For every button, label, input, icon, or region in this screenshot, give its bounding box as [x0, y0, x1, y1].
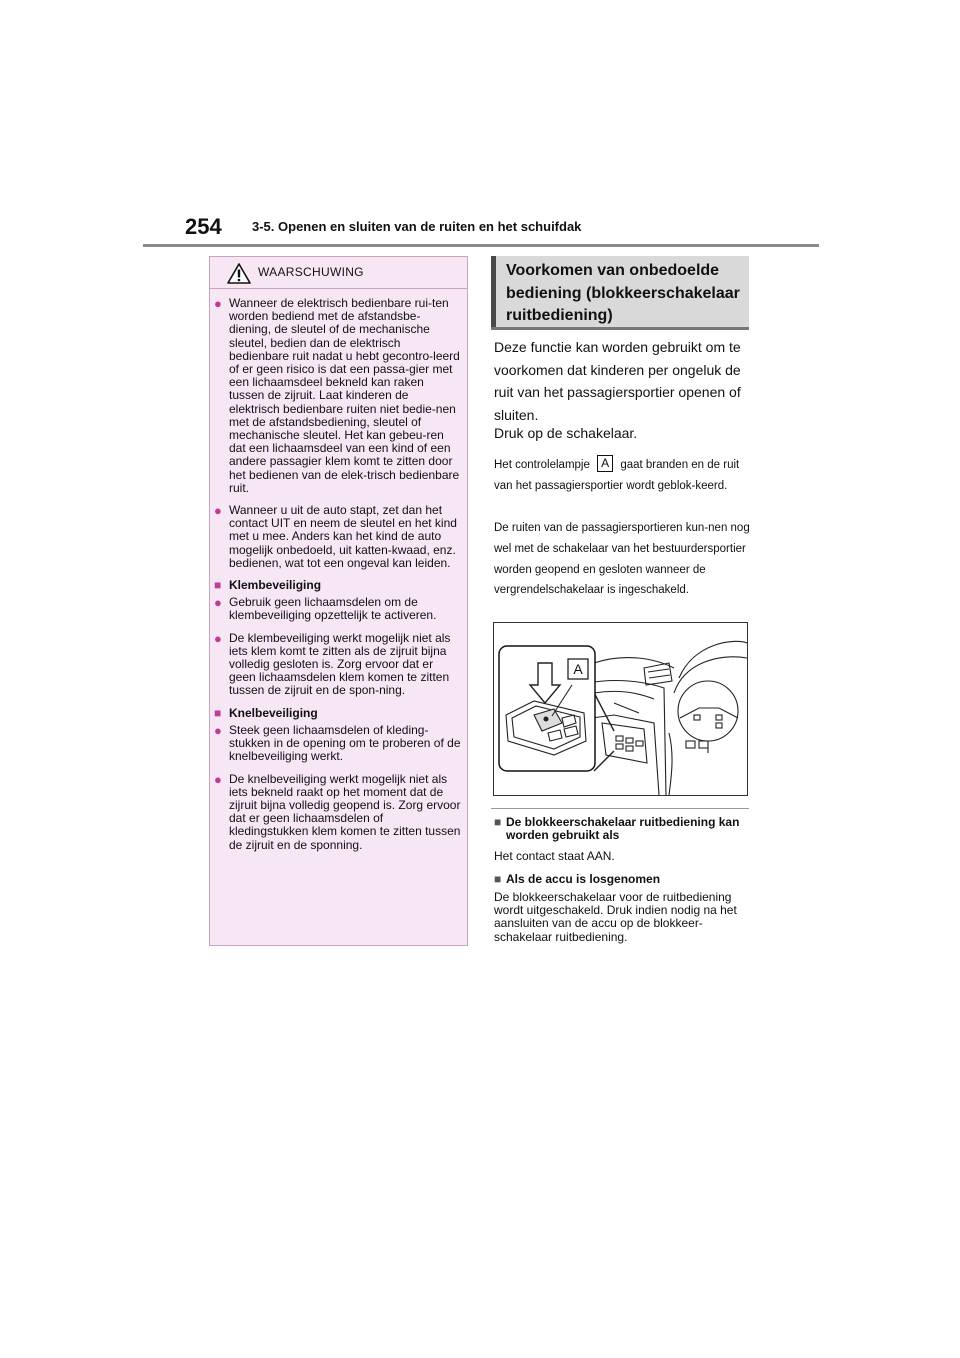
section-title: Voorkomen van onbedoelde bediening (blokkeerschakelaar ruitbediening) — [506, 262, 740, 324]
circle-bullet-icon: ● — [214, 595, 222, 611]
circle-bullet-icon: ● — [214, 771, 222, 787]
notes-divider — [491, 808, 749, 809]
window-lock-switch-illustration — [493, 622, 748, 796]
indicator-text-after: gaat branden en de ruit van het passagiersportier wordt geblok-keerd. — [494, 459, 740, 492]
note-title-text: De blokkeerschakelaar ruitbediening kan worden gebruikt als — [506, 815, 740, 843]
note-text-1: Het contact staat AAN. — [494, 849, 615, 863]
warning-item — [214, 724, 462, 764]
warning-triangle-icon — [227, 263, 251, 284]
switch-detail-inset — [499, 646, 595, 771]
note-text-2: De blokkeerschakelaar voor de ruitbediening wordt uitgeschakeld. Druk indien nodig na het aansluiten van de accu op de blokkeer-schakelaar ruitbediening. — [494, 890, 737, 944]
warning-item — [214, 632, 462, 698]
indicator-label-a: A — [597, 455, 613, 472]
square-bullet-icon: ■ — [214, 578, 222, 593]
running-header: 3-5. Openen en sluiten van de ruiten en het schuifdak — [252, 219, 582, 234]
warning-title: WAARSCHUWING — [258, 265, 364, 279]
note-title-1 — [494, 816, 752, 842]
subheading-text: Klembeveiliging — [229, 578, 322, 593]
door-panel-drawing — [494, 623, 747, 795]
warning-box — [209, 256, 468, 946]
header-divider — [143, 244, 819, 247]
warning-item-text: Steek geen lichaamsdelen of kleding-stukken in de opening om te proberen of de knelbeveiliging werkt. — [229, 722, 461, 764]
heading-accent-bar — [491, 256, 496, 327]
square-bullet-icon: ■ — [214, 705, 222, 720]
warning-item-text: De klembeveiliging werkt mogelijk niet als iets klem komt te zitten als de zijruit bijna volledig gesloten is. Zorg ervoor dat er geen lichaamsdelen klem komen te zitten tussen de zijruit en de spon-ning. — [229, 630, 451, 698]
warning-body — [214, 297, 462, 861]
warning-header — [210, 257, 467, 289]
warning-item — [214, 297, 462, 495]
circle-bullet-icon: ● — [214, 630, 222, 646]
warning-item-text: Wanneer de elektrisch bedienbare rui-ten worden bediend met de afstandsbe-diening, de sleutel of de mechanische sleutel, bedien dan de elektrisch bedienbare ruit nadat u hebt gecontro-leerd of er geen risico is dat een passa-gier met een lichaamsdeel bekneld kan raken tussen de zijruit. Laat kinderen de elektrisch bedienbare ruiten niet bedie-nen met de afstandsbediening, sleutel of mechanische sleutel. Het kan gebeu-ren dat een lichaamsdeel van een kind of een andere passagier klem komt te zitten door het bedienen van de elek-trisch bedienbare ruit. — [229, 296, 460, 495]
circle-bullet-icon: ● — [214, 296, 222, 311]
note-title-text: Als de accu is losgenomen — [506, 872, 661, 886]
warning-subheading-knel — [214, 707, 462, 720]
warning-item-text: De knelbeveiliging werkt mogelijk niet als iets bekneld raakt op het moment dat de zijruit bijna volledig geopend is. Zorg ervoor dat er geen lichaamsdelen of kledingstukken klem komen te zitten tussen de zijruit en de sponning. — [229, 771, 461, 852]
circle-bullet-icon: ● — [214, 722, 222, 738]
indicator-text-before: Het controlelampje — [494, 459, 590, 471]
square-bullet-icon: ■ — [494, 872, 502, 886]
warning-item — [214, 596, 462, 622]
circle-bullet-icon: ● — [214, 503, 222, 519]
subheading-text: Knelbeveiliging — [229, 705, 318, 720]
note-paragraph: De ruiten van de passagiersportieren kun-nen nog wel met de schakelaar van het bestuurdersportier worden geopend en gesloten wanneer de vergrendelschakelaar is ingeschakeld. — [494, 522, 750, 597]
square-bullet-icon: ■ — [494, 815, 502, 829]
note-title-2 — [494, 873, 752, 886]
warning-subheading-klem — [214, 579, 462, 592]
warning-item — [214, 504, 462, 570]
instruction-paragraph: Druk op de schakelaar. — [494, 425, 638, 441]
warning-item — [214, 773, 462, 852]
indicator-paragraph — [494, 455, 752, 497]
figure-label-a: A — [573, 661, 583, 677]
section-heading — [491, 256, 749, 330]
warning-item-text: Wanneer u uit de auto stapt, zet dan het contact UIT en neem de sleutel en het kind met u mee. Anders kan het kind de auto mogelijk onbedoeld, uit katten-kwaad, enz. bedienen, wat tot een ongeval kan leiden. — [229, 503, 457, 570]
page-number: 254 — [185, 214, 222, 239]
intro-paragraph: Deze functie kan worden gebruikt om te voorkomen dat kinderen per ongeluk de ruit van het passagiersportier openen of sluiten. — [494, 339, 741, 423]
warning-item-text: Gebruik geen lichaamsdelen om de klembeveiliging opzettelijk te activeren. — [229, 595, 437, 623]
